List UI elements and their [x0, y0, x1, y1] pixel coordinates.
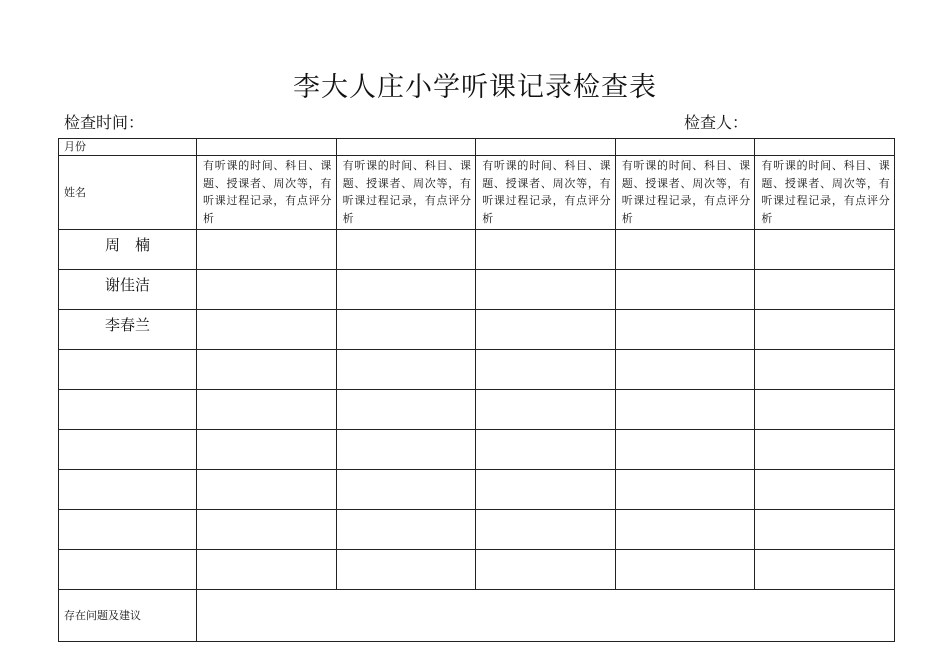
teacher-name: 李春兰: [59, 310, 197, 350]
table-row: [59, 270, 895, 310]
issues-row: [59, 590, 895, 642]
header-row: [59, 156, 895, 230]
month-cell: [755, 139, 895, 156]
record-cell: [336, 310, 476, 350]
teacher-name: [59, 470, 197, 510]
record-cell: [336, 350, 476, 390]
check-time-label: 检查时间：: [64, 113, 145, 132]
issues-label: 存在问题及建议: [59, 590, 197, 642]
teacher-name: 谢佳洁: [59, 270, 197, 310]
record-cell: [476, 350, 616, 390]
record-cell: [197, 390, 337, 430]
table-row: [59, 430, 895, 470]
teacher-name: [59, 510, 197, 550]
table-row: [59, 350, 895, 390]
teacher-name: [59, 390, 197, 430]
record-cell: [336, 510, 476, 550]
record-cell: [615, 270, 755, 310]
record-cell: [476, 430, 616, 470]
table-row: [59, 470, 895, 510]
record-cell: [755, 470, 895, 510]
record-cell: [197, 310, 337, 350]
record-cell: [197, 430, 337, 470]
record-cell: [476, 510, 616, 550]
record-cell: [755, 310, 895, 350]
month-cell: [615, 139, 755, 156]
record-cell: [615, 390, 755, 430]
checker-label: 检查人：: [684, 113, 749, 132]
table-row: [59, 310, 895, 350]
record-cell: [615, 350, 755, 390]
record-cell: [755, 270, 895, 310]
month-label: 月份: [59, 139, 197, 156]
inspection-table: [58, 138, 895, 642]
table-row: [59, 390, 895, 430]
instruction-cell: 有听课的时间、科目、课题、授课者、周次等，有听课过程记录，有点评分析: [476, 156, 616, 230]
record-cell: [336, 430, 476, 470]
record-cell: [615, 310, 755, 350]
record-cell: [336, 390, 476, 430]
page-title: 李大人庄小学听课记录检查表: [293, 72, 657, 103]
record-cell: [476, 230, 616, 270]
record-cell: [197, 470, 337, 510]
record-cell: [755, 430, 895, 470]
month-cell: [197, 139, 337, 156]
month-cell: [336, 139, 476, 156]
record-cell: [615, 470, 755, 510]
record-cell: [755, 390, 895, 430]
month-cell: [476, 139, 616, 156]
record-cell: [197, 510, 337, 550]
record-cell: [336, 470, 476, 510]
issues-cell: [197, 590, 895, 642]
record-cell: [755, 550, 895, 590]
record-cell: [615, 550, 755, 590]
name-column-label: 姓名: [59, 156, 197, 230]
record-cell: [755, 510, 895, 550]
table-row: [59, 230, 895, 270]
record-cell: [615, 230, 755, 270]
record-cell: [336, 230, 476, 270]
record-cell: [197, 550, 337, 590]
record-cell: [197, 350, 337, 390]
teacher-name: 周 楠: [59, 230, 197, 270]
record-cell: [476, 310, 616, 350]
record-cell: [336, 550, 476, 590]
teacher-name: [59, 350, 197, 390]
record-cell: [755, 350, 895, 390]
month-row: [59, 139, 895, 156]
record-cell: [615, 510, 755, 550]
teacher-name: [59, 430, 197, 470]
record-cell: [476, 270, 616, 310]
record-cell: [476, 390, 616, 430]
teacher-name: [59, 550, 197, 590]
record-cell: [197, 230, 337, 270]
record-cell: [197, 270, 337, 310]
record-cell: [615, 430, 755, 470]
record-cell: [755, 230, 895, 270]
instruction-cell: 有听课的时间、科目、课题、授课者、周次等，有听课过程记录，有点评分析: [336, 156, 476, 230]
record-cell: [476, 550, 616, 590]
record-cell: [336, 270, 476, 310]
table-row: [59, 550, 895, 590]
record-cell: [476, 470, 616, 510]
instruction-cell: 有听课的时间、科目、课题、授课者、周次等，有听课过程记录，有点评分析: [615, 156, 755, 230]
instruction-cell: 有听课的时间、科目、课题、授课者、周次等，有听课过程记录，有点评分析: [197, 156, 337, 230]
table-row: [59, 510, 895, 550]
instruction-cell: 有听课的时间、科目、课题、授课者、周次等，有听课过程记录，有点评分析: [755, 156, 895, 230]
